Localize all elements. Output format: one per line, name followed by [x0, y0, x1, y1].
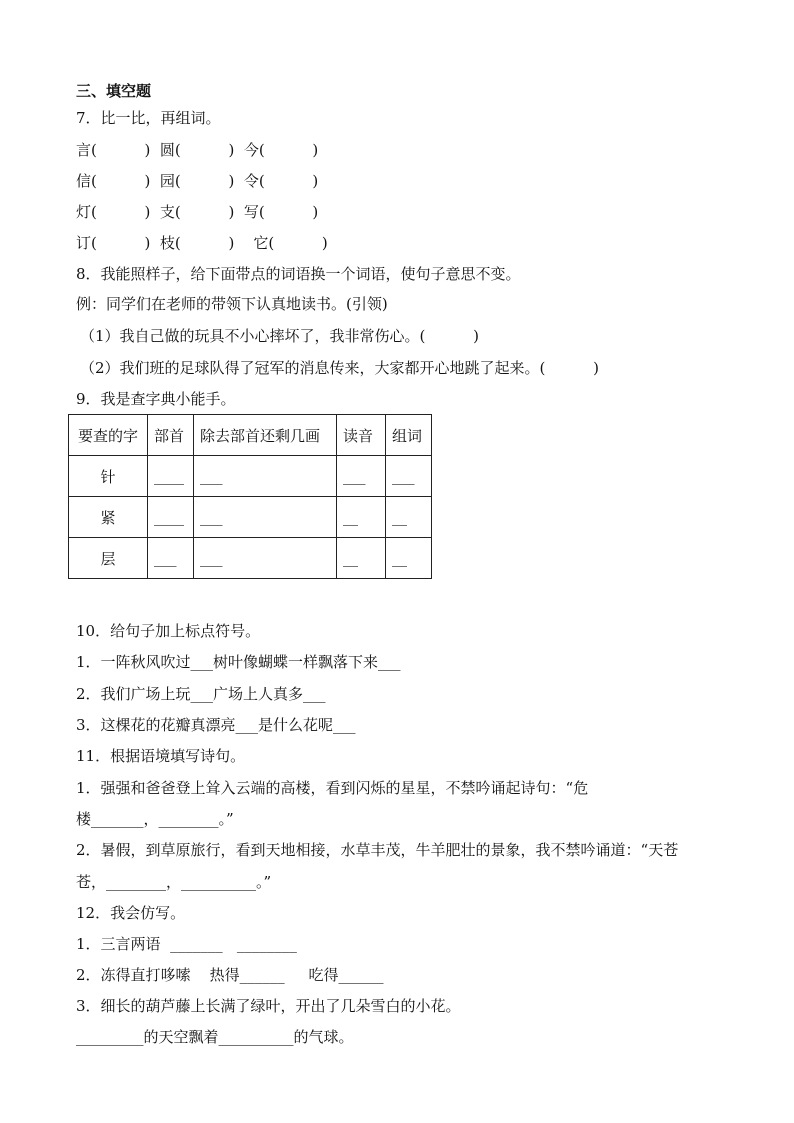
section-title: 三、填空题 [76, 82, 152, 100]
q10-item-1: 1．一阵秋风吹过___树叶像蝴蝶一样飘落下来___ [76, 653, 401, 671]
table-header-cell: 除去部首还剩几画 [194, 415, 337, 456]
table-cell-blank[interactable]: __ [337, 538, 386, 579]
table-cell-blank[interactable]: __ [386, 538, 432, 579]
q8-item-2: （2）我们班的足球队得了冠军的消息传来，大家都开心地跳了起来。( ) [80, 359, 599, 377]
table-cell-char: 层 [69, 538, 148, 579]
table-row [69, 456, 432, 497]
q11-item-1-line-1: 1．强强和爸爸登上耸入云端的高楼，看到闪烁的星星，不禁吟诵起诗句：“危 [76, 779, 589, 797]
q8-example: 例：同学们在老师的带领下认真地读书。(引领) [76, 295, 388, 313]
dictionary-table [68, 414, 432, 579]
table-cell-blank[interactable]: ___ [194, 456, 337, 497]
table-cell-blank[interactable]: ___ [194, 538, 337, 579]
q12-title: 12．我会仿写。 [76, 904, 186, 922]
table-header-row [69, 415, 432, 456]
table-header-cell: 读音 [337, 415, 386, 456]
table-cell-blank[interactable]: ___ [337, 456, 386, 497]
q7-row-3: 灯( ) 支( ) 写( ) [76, 203, 319, 221]
q12-item-3-blank: _________的天空飘着__________的气球。 [76, 1028, 354, 1046]
table-cell-blank[interactable]: ___ [194, 497, 337, 538]
table-cell-blank[interactable]: __ [386, 497, 432, 538]
q11-item-2-line-1: 2．暑假，到草原旅行，看到天地相接，水草丰茂，牛羊肥壮的景象，我不禁吟诵道：“天苍 [76, 841, 679, 859]
table-cell-blank[interactable]: ____ [148, 456, 194, 497]
q10-title: 10．给句子加上标点符号。 [76, 622, 261, 640]
q12-item-3: 3．细长的葫芦藤上长满了绿叶，开出了几朵雪白的小花。 [76, 997, 461, 1015]
table-cell-blank[interactable]: ____ [148, 497, 194, 538]
q8-title: 8．我能照样子，给下面带点的词语换一个词语，使句子意思不变。 [76, 265, 521, 283]
q7-row-4: 订( ) 枝( ) 它( ) [76, 234, 328, 252]
q10-item-3: 3．这棵花的花瓣真漂亮___是什么花呢___ [76, 716, 356, 734]
table-cell-char: 针 [69, 456, 148, 497]
q7-title: 7．比一比，再组词。 [76, 109, 221, 127]
table-row [69, 497, 432, 538]
table-header-cell: 组词 [386, 415, 432, 456]
q9-title: 9．我是查字典小能手。 [76, 390, 236, 408]
table-cell-char: 紧 [69, 497, 148, 538]
table-row [69, 538, 432, 579]
q10-item-2: 2．我们广场上玩___广场上人真多___ [76, 685, 326, 703]
q12-item-2: 2．冻得直打哆嗦 热得______ 吃得______ [76, 966, 384, 984]
table-header-cell: 要查的字 [69, 415, 148, 456]
table-cell-blank[interactable]: ___ [386, 456, 432, 497]
table-header-cell: 部首 [148, 415, 194, 456]
q8-item-1: （1）我自己做的玩具不小心摔坏了，我非常伤心。( ) [80, 327, 479, 345]
q11-title: 11．根据语境填写诗句。 [76, 747, 246, 765]
table-cell-blank[interactable]: __ [337, 497, 386, 538]
q7-row-2: 信( ) 园( ) 令( ) [76, 172, 319, 190]
q11-item-2-line-2: 苍，________，__________。” [76, 873, 272, 891]
q11-item-1-line-2: 楼_______，________。” [76, 810, 234, 828]
q12-item-1: 1．三言两语 _______ ________ [76, 935, 297, 953]
q7-row-1: 言( ) 圆( ) 今( ) [76, 141, 319, 159]
table-cell-blank[interactable]: ___ [148, 538, 194, 579]
